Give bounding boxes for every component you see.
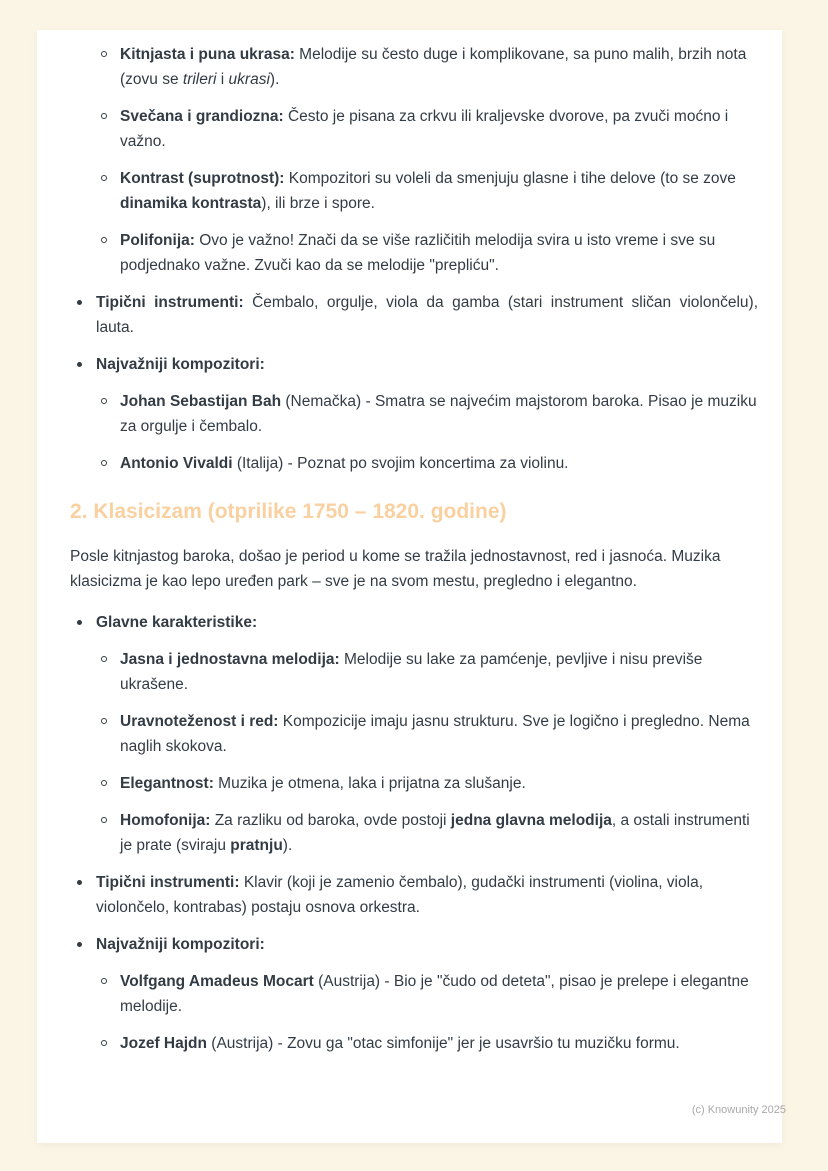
- list-item: [70, 104, 758, 154]
- list-item: [70, 451, 758, 476]
- section-heading: 2. Klasicizam (otprilike 1750 – 1820. godine): [70, 500, 507, 523]
- list-item-text: Volfgang Amadeus Mocart (Austrija) - Bio je "čudo od deteta", pisao je prelepe i elegantne melodije.: [120, 973, 749, 1015]
- list-item-text: Kitnjasta i puna ukrasa: Melodije su često duge i komplikovane, sa puno malih, brzih nota (zovu se trileri i ukrasi).: [120, 46, 747, 88]
- classicism-main-list-2: [70, 870, 758, 957]
- circle-bullet-marker: [101, 817, 107, 823]
- circle-bullet-marker: [101, 656, 107, 662]
- classicism-composers-list: [70, 969, 758, 1056]
- circle-bullet-marker: [101, 718, 107, 724]
- bullet-marker: [77, 620, 82, 625]
- circle-bullet-marker: [101, 398, 107, 404]
- list-item-text: Jasna i jednostavna melodija: Melodije su lake za pamćenje, pevljive i nisu previše ukrašene.: [120, 651, 703, 693]
- list-item-text: Svečana i grandiozna: Često je pisana za crkvu ili kraljevske dvorove, pa zvuči moćno i važno.: [120, 108, 729, 150]
- list-item-text: Jozef Hajdn (Austrija) - Zovu ga "otac simfonije" jer je usavršio tu muzičku formu.: [120, 1035, 680, 1052]
- circle-bullet-marker: [101, 175, 107, 181]
- list-item: [70, 610, 758, 635]
- circle-bullet-marker: [101, 51, 107, 57]
- baroque-characteristics-list: [70, 42, 758, 278]
- list-item: [70, 228, 758, 278]
- list-item-text: Uravnoteženost i red: Kompozicije imaju jasnu strukturu. Sve je logično i pregledno. Nema naglih skokova.: [120, 713, 750, 755]
- circle-bullet-marker: [101, 237, 107, 243]
- circle-bullet-marker: [101, 113, 107, 119]
- list-item: [70, 290, 758, 340]
- list-item: [70, 870, 758, 920]
- list-item: [70, 969, 758, 1019]
- copyright-credit: (c) Knowunity 2025: [691, 1104, 786, 1116]
- bullet-marker: [77, 362, 82, 367]
- content-card: [37, 30, 782, 1143]
- list-item-text: Najvažniji kompozitori:: [96, 356, 265, 373]
- list-item: [70, 932, 758, 957]
- list-item-text: Tipični instrumenti: Čembalo, orgulje, viola da gamba (stari instrument sličan violončelu), lauta.: [96, 294, 759, 336]
- list-item: [70, 808, 758, 858]
- list-item-text: Polifonija: Ovo je važno! Znači da se više različitih melodija svira u isto vreme i sve su podjednako važne. Zvuči kao da se melodije "prepliću".: [120, 232, 716, 274]
- circle-bullet-marker: [101, 780, 107, 786]
- circle-bullet-marker: [101, 460, 107, 466]
- list-item-text: Homofonija: Za razliku od baroka, ovde postoji jedna glavna melodija, a ostali instrumenti je prate (sviraju pratnju).: [120, 812, 750, 854]
- list-item: [70, 389, 758, 439]
- list-item: [70, 647, 758, 697]
- list-item: [70, 1031, 758, 1056]
- list-item-text: Najvažniji kompozitori:: [96, 936, 265, 953]
- list-item-text: Elegantnost: Muzika je otmena, laka i prijatna za slušanje.: [120, 775, 526, 792]
- list-item: [70, 771, 758, 796]
- list-item-text: Antonio Vivaldi (Italija) - Poznat po svojim koncertima za violinu.: [120, 455, 569, 472]
- classicism-characteristics-list: [70, 647, 758, 858]
- baroque-main-list: [70, 290, 758, 377]
- circle-bullet-marker: [101, 1040, 107, 1046]
- list-item-text: Glavne karakteristike:: [96, 614, 258, 631]
- list-item: [70, 166, 758, 216]
- circle-bullet-marker: [101, 978, 107, 984]
- list-item: [70, 709, 758, 759]
- list-item-text: Kontrast (suprotnost): Kompozitori su voleli da smenjuju glasne i tihe delove (to se zove dinamika kontrasta), ili brze i spore.: [120, 170, 736, 212]
- bullet-marker: [77, 880, 82, 885]
- baroque-composers-list: [70, 389, 758, 476]
- intro-paragraph: Posle kitnjastog baroka, došao je period u kome se tražila jednostavnost, red i jasnoća. Muzika klasicizma je kao lepo uređen park – sve je na svom mestu, pregledno i elegantno.: [70, 548, 721, 590]
- classicism-main-list: [70, 610, 758, 635]
- list-item-text: Tipični instrumenti: Klavir (koji je zamenio čembalo), gudački instrumenti (violina, viola, violončelo, kontrabas) postaju osnova orkestra.: [96, 874, 703, 916]
- list-item: [70, 352, 758, 377]
- list-item: [70, 42, 758, 92]
- bullet-marker: [77, 300, 82, 305]
- bullet-marker: [77, 942, 82, 947]
- list-item-text: Johan Sebastijan Bah (Nemačka) - Smatra se najvećim majstorom baroka. Pisao je muziku za orgulje i čembalo.: [120, 393, 757, 435]
